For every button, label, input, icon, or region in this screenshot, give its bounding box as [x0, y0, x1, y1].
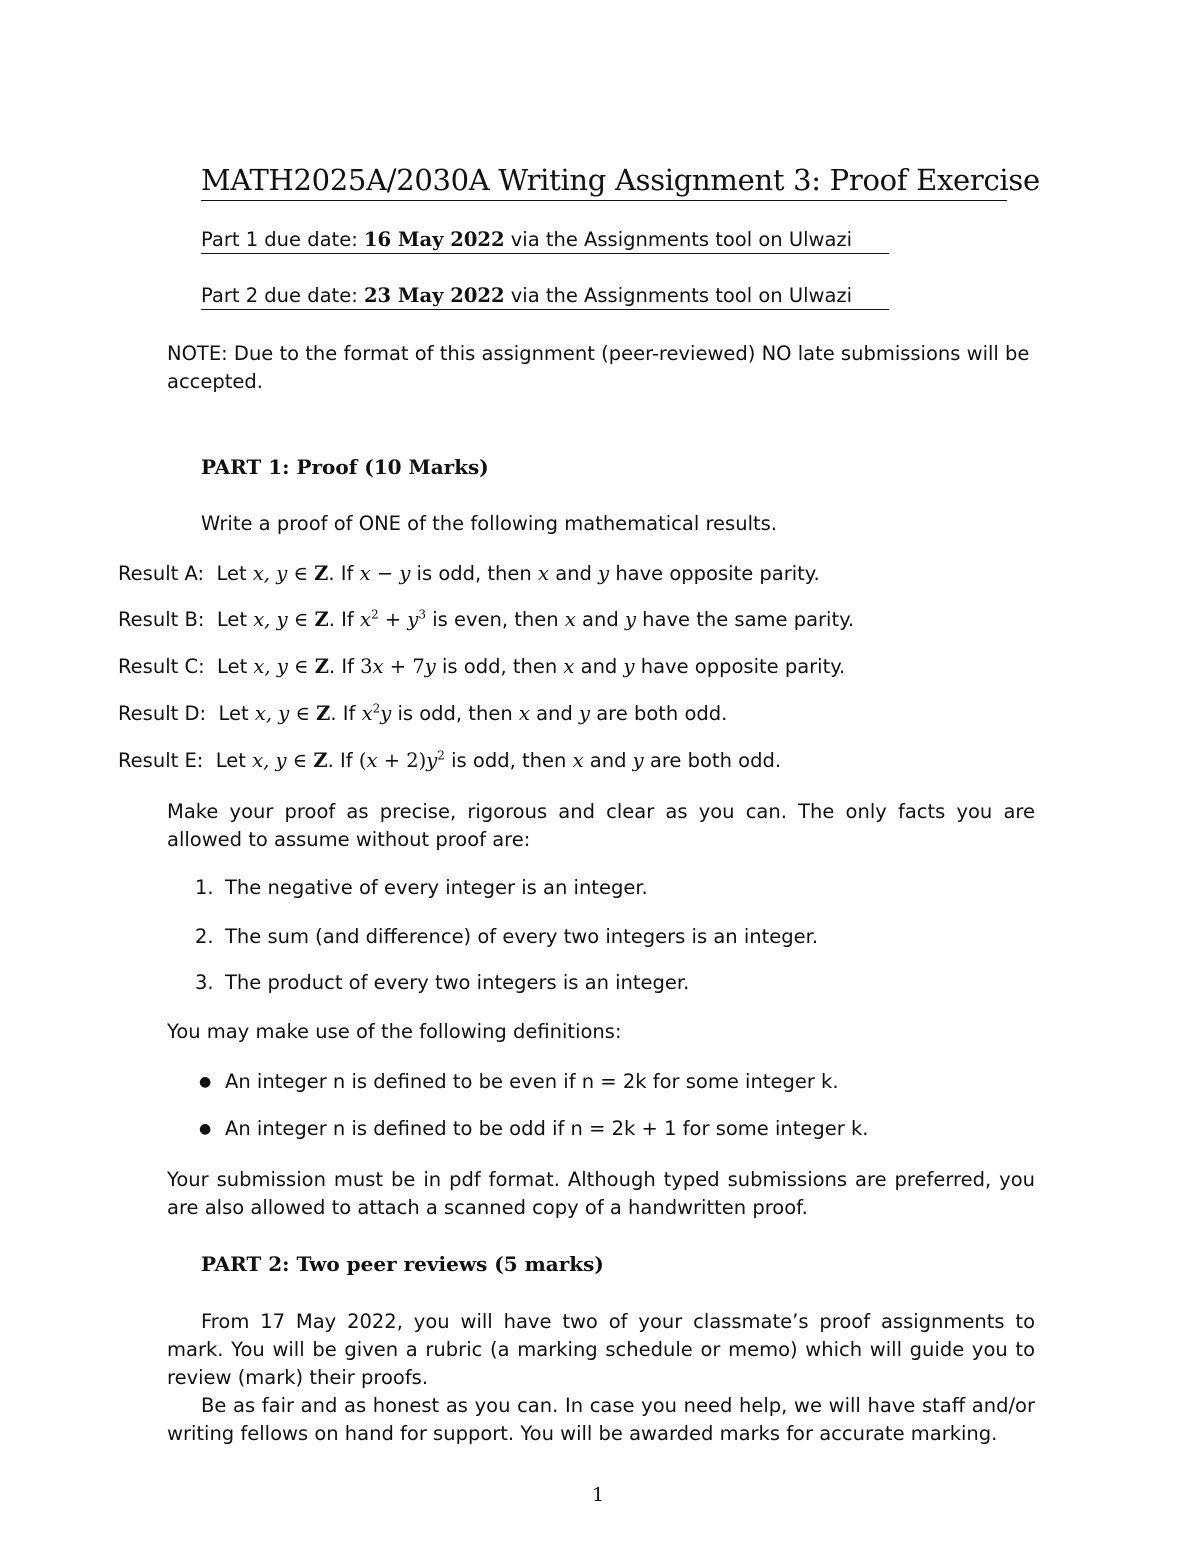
part2-due-date: Part 2 due date: 23 May 2022 via the Assignments tool on Ulwazi [201, 284, 889, 310]
page-number: 1 [592, 1484, 605, 1506]
bullet-icon: ● [199, 1121, 212, 1137]
definition-odd: ● An integer n is defined to be odd if n = 2k + 1 for some integer k. [199, 1117, 869, 1140]
fact-item-2: 2. The sum (and difference) of every two integers is an integer. [195, 925, 819, 948]
part1-due-date: Part 1 due date: 16 May 2022 via the Assignments tool on Ulwazi [201, 228, 889, 254]
part2-heading: PART 2: Two peer reviews (5 marks) [201, 1252, 604, 1276]
definition-even: ● An integer n is defined to be even if n = 2k for some integer k. [199, 1070, 839, 1093]
part1-heading: PART 1: Proof (10 Marks) [201, 455, 489, 479]
result-c: Result C: Let x, y ∈ Z. If 3x + 7y is odd, then x and y have opposite parity. [118, 655, 846, 678]
fact-item-1: 1. The negative of every integer is an integer. [195, 876, 648, 899]
fact-item-3: 3. The product of every two integers is an integer. [195, 971, 690, 994]
result-b: Result B: Let x, y ∈ Z. If $x^2 + y^3$ is even, then x and y have the same parity. [118, 607, 855, 631]
definitions-intro: You may make use of the following definitions: [167, 1020, 622, 1043]
precision-instructions: Make your proof as precise, rigorous and clear as you can. The only facts you are allowed to assume without proof are: [167, 800, 1035, 851]
part2-paragraph-2: Be as fair and as honest as you can. In case you need help, we will have staff and/or writing fellows on hand for support. You will be awarded marks for accurate marking. [167, 1394, 1035, 1445]
result-d: Result D: Let x, y ∈ Z. If $x^2y$ is odd, then x and y are both odd. [118, 701, 728, 725]
result-a: Result A: Let x, y ∈ Z. If x − y is odd, then x and y have opposite parity. [118, 562, 820, 585]
part2-paragraph-1: From 17 May 2022, you will have two of your classmate’s proof assignments to mark. You will be given a rubric (a marking schedule or memo) which will guide you to review (mark) their proofs. [167, 1310, 1035, 1389]
part1-intro: Write a proof of ONE of the following mathematical results. [201, 512, 777, 535]
late-note: NOTE: Due to the format of this assignment (peer-reviewed) NO late submissions will be accepted. [167, 342, 1030, 393]
result-e: Result E: Let x, y ∈ Z. If $(x + 2)y^2$ is odd, then x and y are both odd. [118, 748, 782, 772]
submission-format: Your submission must be in pdf format. Although typed submissions are preferred, you are also allowed to attach a scanned copy of a handwritten proof. [167, 1168, 1035, 1219]
page-title: MATH2025A/2030A Writing Assignment 3: Proof Exercise [201, 163, 1007, 201]
bullet-icon: ● [199, 1074, 212, 1090]
